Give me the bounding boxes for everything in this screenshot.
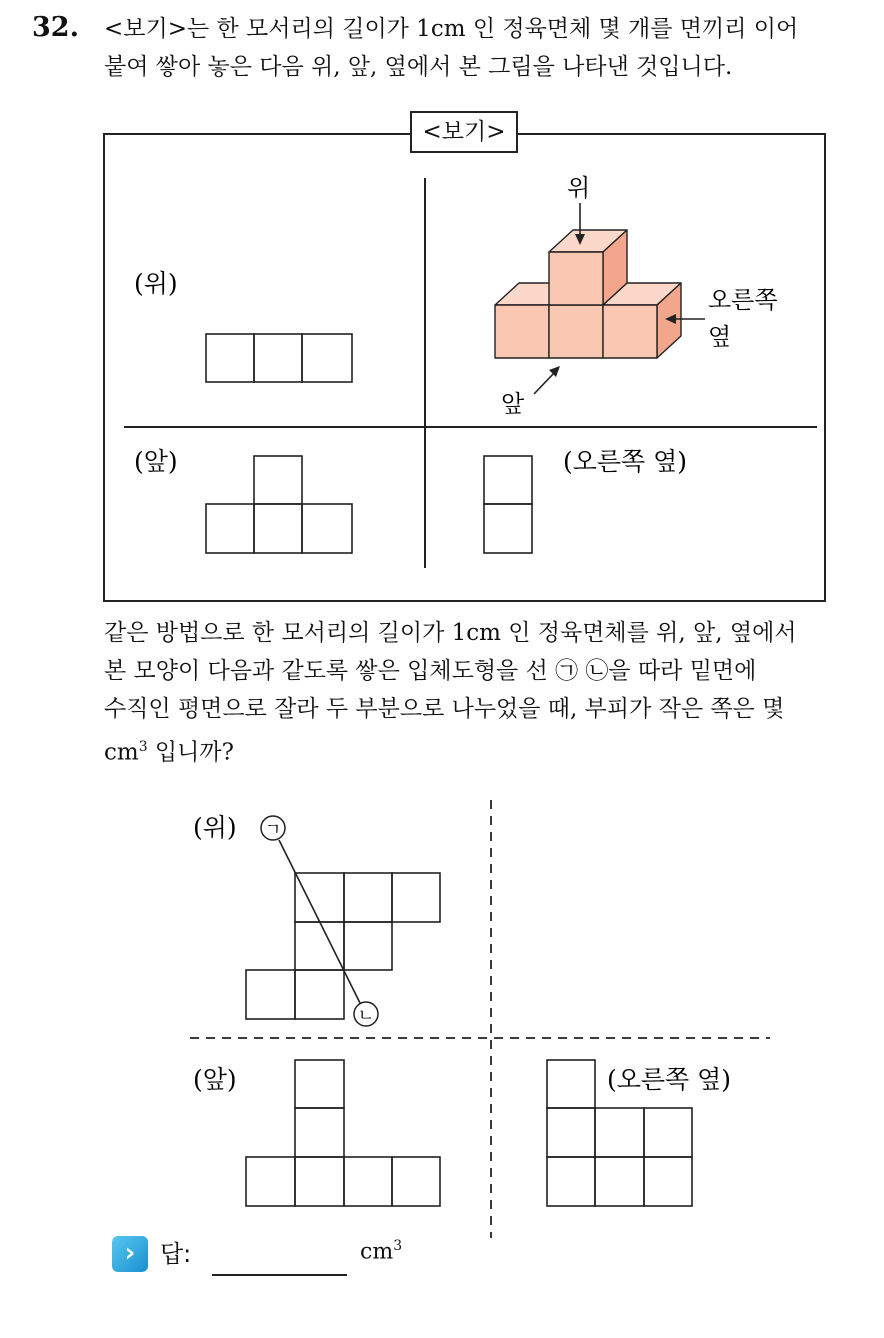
question-body-line-3: 수직인 평면으로 잘라 두 부분으로 나누었을 때, 부피가 작은 쪽은 몇 [104,696,785,722]
question-intro-line-2: 붙여 쌓아 놓은 다음 위, 앞, 옆에서 본 그림을 나타낸 것입니다. [104,54,733,80]
cube-stack-3d [495,230,681,358]
question-unit-line [104,728,234,772]
answer-input-line[interactable] [212,1274,347,1276]
example-top-view [206,334,352,382]
example-front-label: (앞) [134,447,178,476]
problem-top-label: (위) [193,813,237,842]
arrow-label-right-2: 옆 [708,323,732,351]
question-body-line-2: 본 모양이 다음과 같도록 쌓은 입체도형을 선 ㉠ ㉡을 따라 밑면에 [104,658,757,684]
chevron-right-icon: › [112,1236,148,1272]
problem-front-view [246,1060,440,1206]
question-number: 32. [32,12,79,43]
answer-unit-base: cm [360,1239,394,1265]
answer-unit [360,1238,402,1264]
point-b-label: ㄴ [357,1006,375,1026]
example-top-label: (위) [134,269,178,298]
example-right-label: (오른쪽 옆) [563,447,688,476]
unit-base: cm [104,739,139,766]
problem-right-label: (오른쪽 옆) [607,1065,732,1094]
problem-top-view [246,873,440,1019]
unit-exponent: 3 [138,739,148,755]
answer-label: 답: [160,1240,192,1268]
answer-unit-exponent: 3 [393,1238,403,1254]
arrow-label-front: 앞 [501,390,525,418]
question-intro-line-1: <보기>는 한 모서리의 길이가 1cm 인 정육면체 몇 개를 면끼리 이어 [104,16,799,42]
unit-line-rest: 입니까? [147,739,234,766]
point-a-label: ㄱ [264,820,282,840]
question-body-line-1: 같은 방법으로 한 모서리의 길이가 1cm 인 정육면체를 위, 앞, 옆에서 [104,620,797,646]
example-title: <보기> [410,111,518,153]
example-front-view [206,456,352,553]
arrow-label-top: 위 [567,174,591,202]
problem-front-label: (앞) [193,1065,237,1094]
example-figure [0,0,884,620]
problem-figure [0,780,884,1250]
arrow-label-right-1: 오른쪽 [708,286,778,314]
example-right-view [484,456,532,553]
